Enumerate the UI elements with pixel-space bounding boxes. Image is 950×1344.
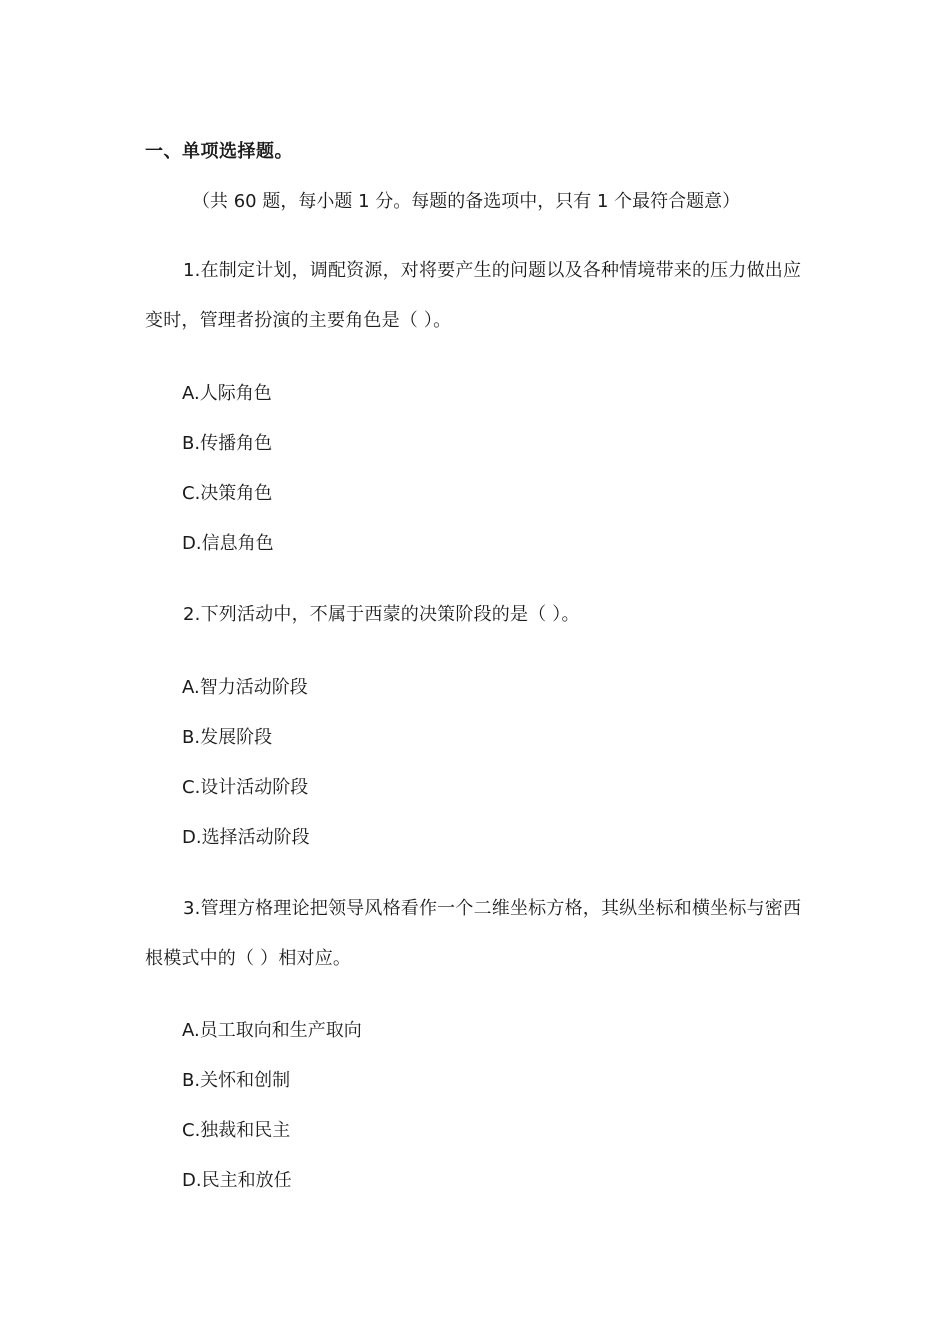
section-title: 一、单项选择题。	[145, 141, 293, 162]
question-3-option-b: B.关怀和创制	[182, 1070, 291, 1091]
question-3-option-d: D.民主和放任	[182, 1170, 292, 1191]
question-1-option-d: D.信息角色	[182, 533, 274, 554]
question-1-text: 1.在制定计划，调配资源，对将要产生的问题以及各种情境带来的压力做出应变时，管理者扮演的主要角色是（ ）。	[145, 260, 802, 331]
question-3-option-c: C.独裁和民主	[182, 1120, 291, 1141]
question-2-option-a: A.智力活动阶段	[182, 677, 308, 698]
question-3-text: 3.管理方格理论把领导风格看作一个二维坐标方格，其纵坐标和横坐标与密西根模式中的（ ）相对应。	[145, 898, 802, 969]
section-note: （共 60 题，每小题 1 分。每题的备选项中，只有 1 个最符合题意）	[192, 191, 741, 212]
question-2-option-d: D.选择活动阶段	[182, 827, 310, 848]
question-1-option-b: B.传播角色	[182, 433, 273, 454]
question-2-text: 2.下列活动中，不属于西蒙的决策阶段的是（ ）。	[183, 604, 580, 625]
question-2-option-b: B.发展阶段	[182, 727, 273, 748]
question-1-option-a: A.人际角色	[182, 383, 272, 404]
question-2-option-c: C.设计活动阶段	[182, 777, 309, 798]
question-3-option-a: A.员工取向和生产取向	[182, 1020, 362, 1041]
question-1-option-c: C.决策角色	[182, 483, 273, 504]
